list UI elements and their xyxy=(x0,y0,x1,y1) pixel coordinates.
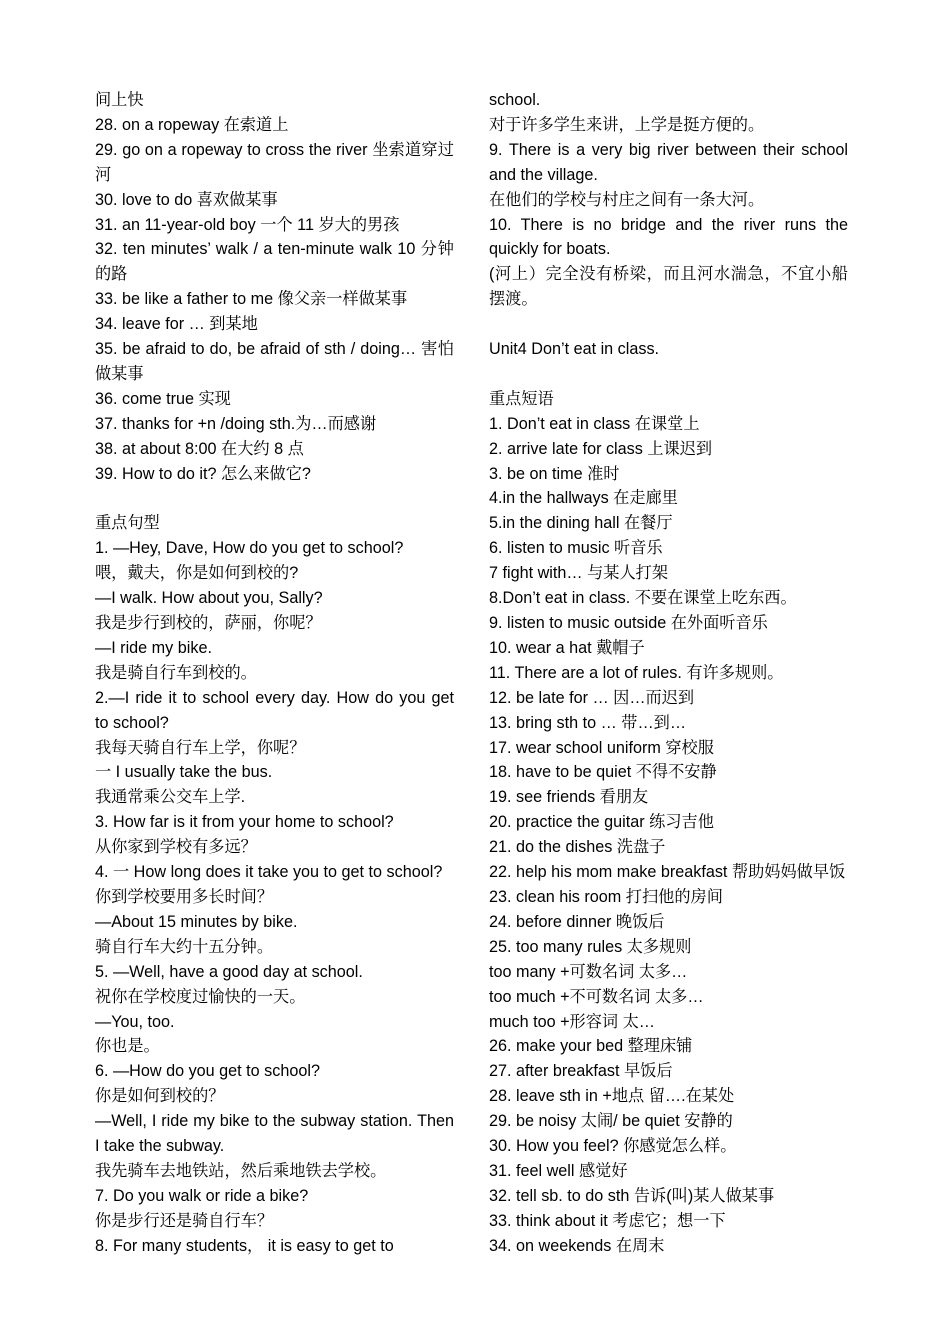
left-text-line: —Well, I ride my bike to the subway station. Then I take the subway. xyxy=(95,1112,454,1156)
right-text-line: 8.Don’t eat in class. 不要在课堂上吃东西。 xyxy=(489,589,797,608)
left-text-line: 35. be afraid to do, be afraid of sth / doing… 害怕做某事 xyxy=(95,340,454,383)
right-text-line: 重点短语 xyxy=(489,389,554,408)
right-text-line: 26. make your bed 整理床铺 xyxy=(489,1037,693,1056)
right-text-line: 10. There is no bridge and the river runs the quickly for boats. xyxy=(489,215,848,259)
left-column xyxy=(95,88,454,1259)
right-text-line: 30. How you feel? 你感觉怎么样。 xyxy=(489,1137,737,1156)
left-text-line: 29. go on a ropeway to cross the river 坐索道穿过河 xyxy=(95,140,454,184)
left-text-line: 你是如何到校的？ xyxy=(95,1087,225,1106)
right-text-line: 9. listen to music outside 在外面听音乐 xyxy=(489,614,768,632)
left-text-line: 你到学校要用多长时间？ xyxy=(95,887,274,906)
right-text-line: 5.in the dining hall 在餐厅 xyxy=(489,514,673,533)
left-text-line: 你是步行还是骑自行车？ xyxy=(95,1211,274,1230)
left-text-line: 38. at about 8:00 在大约 8 点 xyxy=(95,439,304,458)
right-text-line: 4.in the hallways 在走廊里 xyxy=(489,489,678,508)
left-text-line: 重点句型 xyxy=(95,514,160,533)
right-text-line: 18. have to be quiet 不得不安静 xyxy=(489,763,717,782)
left-text-line: 喂，戴夫，你是如何到校的? xyxy=(95,564,299,583)
right-text-line: 23. clean his room 打扫他的房间 xyxy=(489,887,723,906)
right-text-line: 3. be on time 准时 xyxy=(489,464,620,483)
right-text-line: 24. before dinner 晚饭后 xyxy=(489,912,665,931)
right-text-line: 28. leave sth in +地点 留….在某处 xyxy=(489,1087,735,1106)
left-text-line: 我是骑自行车到校的。 xyxy=(95,663,257,682)
left-text-line: 一 I usually take the bus. xyxy=(95,763,273,782)
right-text-line: 33. think about it 考虑它；想一下 xyxy=(489,1211,726,1230)
right-text-line: much too +形容词 太… xyxy=(489,1012,655,1031)
left-text-line: 3. How far is it from your home to school? xyxy=(95,813,394,832)
left-text-line: 28. on a ropeway 在索道上 xyxy=(95,115,289,134)
right-text-line: 19. see friends 看朋友 xyxy=(489,788,649,807)
right-text-line: 2. arrive late for class 上课迟到 xyxy=(489,439,713,458)
right-text-line: 12. be late for … 因…而迟到 xyxy=(489,688,695,707)
left-text-line: —About 15 minutes by bike. xyxy=(95,912,298,931)
right-text-line: 17. wear school uniform 穿校服 xyxy=(489,738,714,757)
right-text-line: 32. tell sb. to do sth 告诉(叫)某人做某事 xyxy=(489,1186,775,1205)
right-text-line: 9. There is a very big river between their school and the village. xyxy=(489,140,848,184)
right-text-line: 7 fight with… 与某人打架 xyxy=(489,564,669,583)
left-blank-line xyxy=(95,487,454,512)
left-text-line: 37. thanks for +n /doing sth.为…而感谢 xyxy=(95,414,377,433)
right-text-line: 11. There are a lot of rules. 有许多规则。 xyxy=(489,663,784,682)
right-text-line: 在他们的学校与村庄之间有一条大河。 xyxy=(489,190,765,209)
right-text-line: 1. Don’t eat in class 在课堂上 xyxy=(489,414,700,433)
left-text-line: 我每天骑自行车上学，你呢？ xyxy=(95,738,306,757)
left-text-line: 36. come true 实现 xyxy=(95,389,231,408)
right-text-line: 27. after breakfast 早饭后 xyxy=(489,1062,673,1081)
left-text-line: 4. 一 How long does it take you to get to school? xyxy=(95,863,443,882)
left-text-line: 1. —Hey, Dave, How do you get to school? xyxy=(95,539,404,558)
right-text-line: 25. too many rules 太多规则 xyxy=(489,937,692,956)
right-text-line: school. xyxy=(489,91,541,109)
right-text-line: 21. do the dishes 洗盘子 xyxy=(489,838,666,857)
right-blank-line xyxy=(489,362,848,387)
right-text-line: 31. feel well 感觉好 xyxy=(489,1161,628,1180)
right-text-line: 10. wear a hat 戴帽子 xyxy=(489,638,645,657)
left-text-line: 7. Do you walk or ride a bike? xyxy=(95,1186,309,1205)
right-text-line: 对于许多学生来讲，上学是挺方便的。 xyxy=(489,115,765,134)
right-text-line: too much +不可数名词 太多… xyxy=(489,987,704,1006)
left-text-line: 我先骑车去地铁站，然后乘地铁去学校。 xyxy=(95,1161,387,1180)
left-text-line: 34. leave for … 到某地 xyxy=(95,315,258,334)
left-text-line: 间上快 xyxy=(95,91,144,109)
left-text-line: 32. ten minutes’ walk / a ten-minute walk 10 分钟的路 xyxy=(95,240,454,284)
right-text-line: 29. be noisy 太闹/ be quiet 安静的 xyxy=(489,1112,733,1131)
left-text-line: 祝你在学校度过愉快的一天。 xyxy=(95,987,306,1006)
left-text-line: 8. For many students， it is easy to get to xyxy=(95,1236,394,1255)
right-text-line: 22. help his mom make breakfast 帮助妈妈做早饭 xyxy=(489,863,846,882)
left-text-line: 5. —Well, have a good day at school. xyxy=(95,962,363,981)
right-text-line: 6. listen to music 听音乐 xyxy=(489,539,663,558)
right-text-line: 34. on weekends 在周末 xyxy=(489,1236,665,1255)
right-blank-line xyxy=(489,312,848,337)
left-text-line: 你也是。 xyxy=(95,1037,160,1056)
left-text-line: —I walk. How about you, Sally? xyxy=(95,589,323,608)
left-text-line: 2.—I ride it to school every day. How do you get to school? xyxy=(95,688,454,732)
left-text-line: 我是步行到校的，萨丽，你呢？ xyxy=(95,614,322,633)
left-text-line: 30. love to do 喜欢做某事 xyxy=(95,190,278,209)
left-text-line: 39. How to do it? 怎么来做它? xyxy=(95,464,311,483)
left-text-line: 我通常乘公交车上学. xyxy=(95,788,246,807)
left-text-line: 骑自行车大约十五分钟。 xyxy=(95,937,274,956)
left-text-line: 6. —How do you get to school? xyxy=(95,1062,320,1081)
right-column xyxy=(489,88,848,1259)
left-text-line: 从你家到学校有多远？ xyxy=(95,838,257,857)
right-text-line: 20. practice the guitar 练习吉他 xyxy=(489,813,714,832)
right-text-line: too many +可数名词 太多… xyxy=(489,962,688,981)
right-text-line: 13. bring sth to … 带…到… xyxy=(489,713,687,732)
left-text-line: —You, too. xyxy=(95,1012,175,1031)
left-text-line: —I ride my bike. xyxy=(95,638,212,657)
left-text-line: 31. an 11-year-old boy 一个 11 岁大的男孩 xyxy=(95,215,400,234)
left-text-line: 33. be like a father to me 像父亲一样做某事 xyxy=(95,290,408,309)
right-text-line: Unit4 Don’t eat in class. xyxy=(489,340,660,359)
right-text-line: (河上）完全没有桥梁，而且河水湍急，不宜小船摆渡。 xyxy=(489,265,848,309)
